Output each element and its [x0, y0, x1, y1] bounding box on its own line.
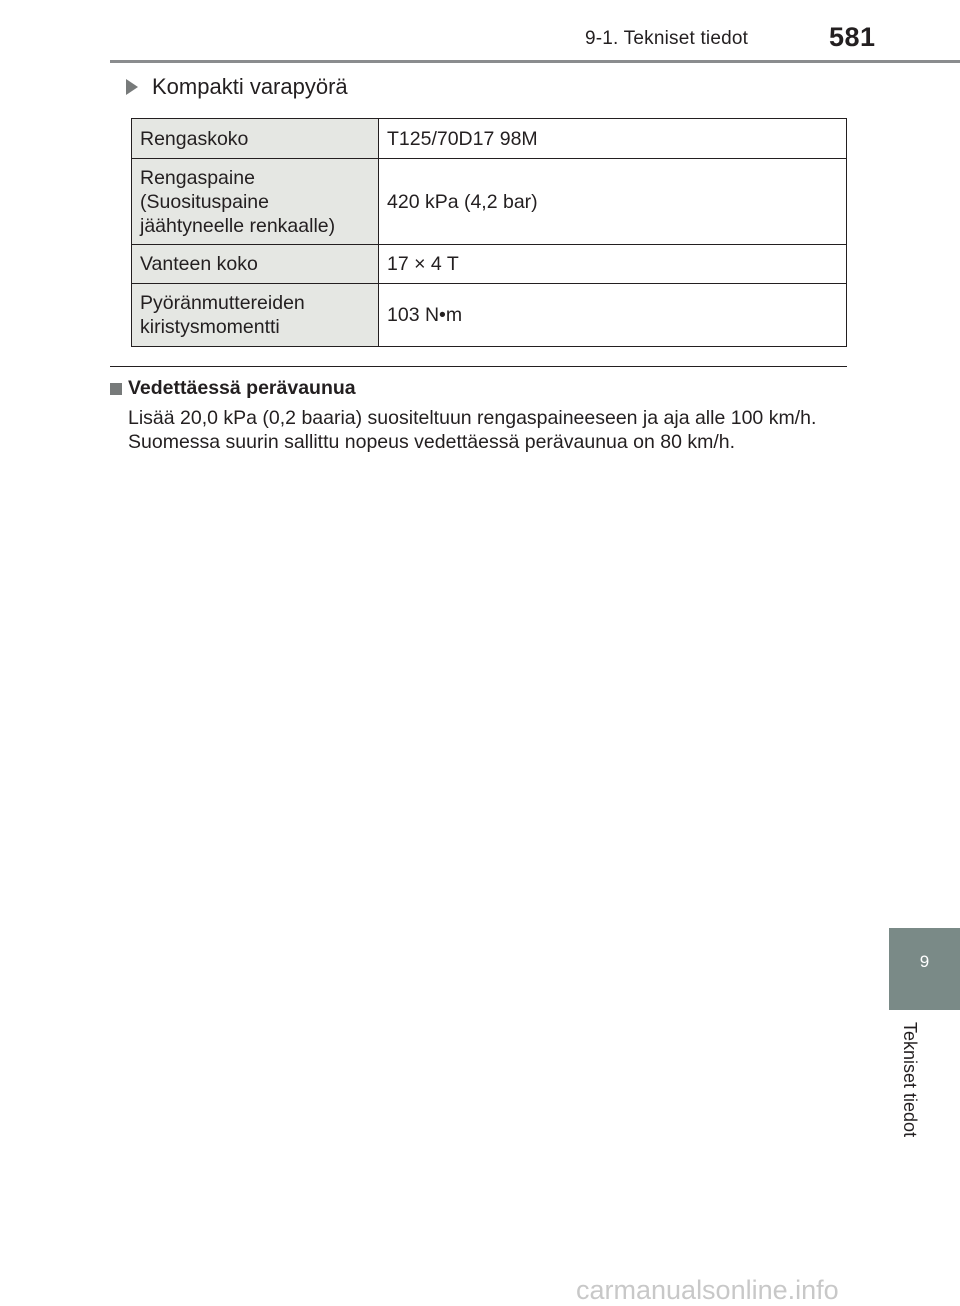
table-row — [132, 245, 847, 284]
label-line: Rengaspaine — [140, 166, 255, 189]
header-section-title: 9-1. Tekniset tiedot — [585, 28, 749, 49]
row-label — [132, 159, 379, 245]
table-row — [132, 159, 847, 245]
note-line: Lisää 20,0 kPa (0,2 baaria) suositeltuun rengaspaineeseen ja aja alle 100 km/h. — [128, 407, 817, 429]
section-title-text: Kompakti varapyörä — [152, 74, 348, 99]
note-line: Suomessa suurin sallittu nopeus vedettäessä perävaunua on 80 km/h. — [128, 431, 736, 453]
table-row — [132, 119, 847, 159]
square-bullet-icon — [110, 383, 122, 395]
note-heading-text: Vedettäessä perävaunua — [128, 377, 356, 399]
label-line: Rengaskoko — [140, 127, 249, 150]
watermark: carmanualsonline.info — [576, 1275, 839, 1305]
label-line: (Suosituspaine — [140, 190, 269, 213]
table-bottom-rule — [110, 366, 847, 367]
chapter-tab: 9 — [889, 928, 960, 1008]
note-heading — [110, 377, 356, 400]
row-value: T125/70D17 98M — [379, 119, 847, 159]
label-line: kiristysmomentti — [140, 316, 280, 338]
label-line: jäähtyneelle renkaalle) — [140, 214, 336, 237]
row-value: 420 kPa (4,2 bar) — [379, 159, 847, 245]
chapter-tab-rule — [889, 1008, 960, 1010]
page-number: 581 — [829, 22, 876, 52]
note-body — [128, 406, 858, 454]
spec-table — [131, 118, 847, 347]
triangle-bullet-icon — [126, 79, 138, 95]
label-line: Vanteen koko — [140, 253, 258, 275]
label-line: Pyöränmuttereiden — [140, 292, 305, 314]
table-row — [132, 284, 847, 347]
row-value: 17 × 4 T — [379, 245, 847, 284]
header-rule — [110, 60, 960, 63]
chapter-tab-label: Tekniset tiedot — [900, 1022, 920, 1138]
row-value: 103 N•m — [379, 284, 847, 347]
row-label — [132, 245, 379, 284]
row-label — [132, 284, 379, 347]
row-label — [132, 119, 379, 159]
section-title — [126, 74, 348, 100]
